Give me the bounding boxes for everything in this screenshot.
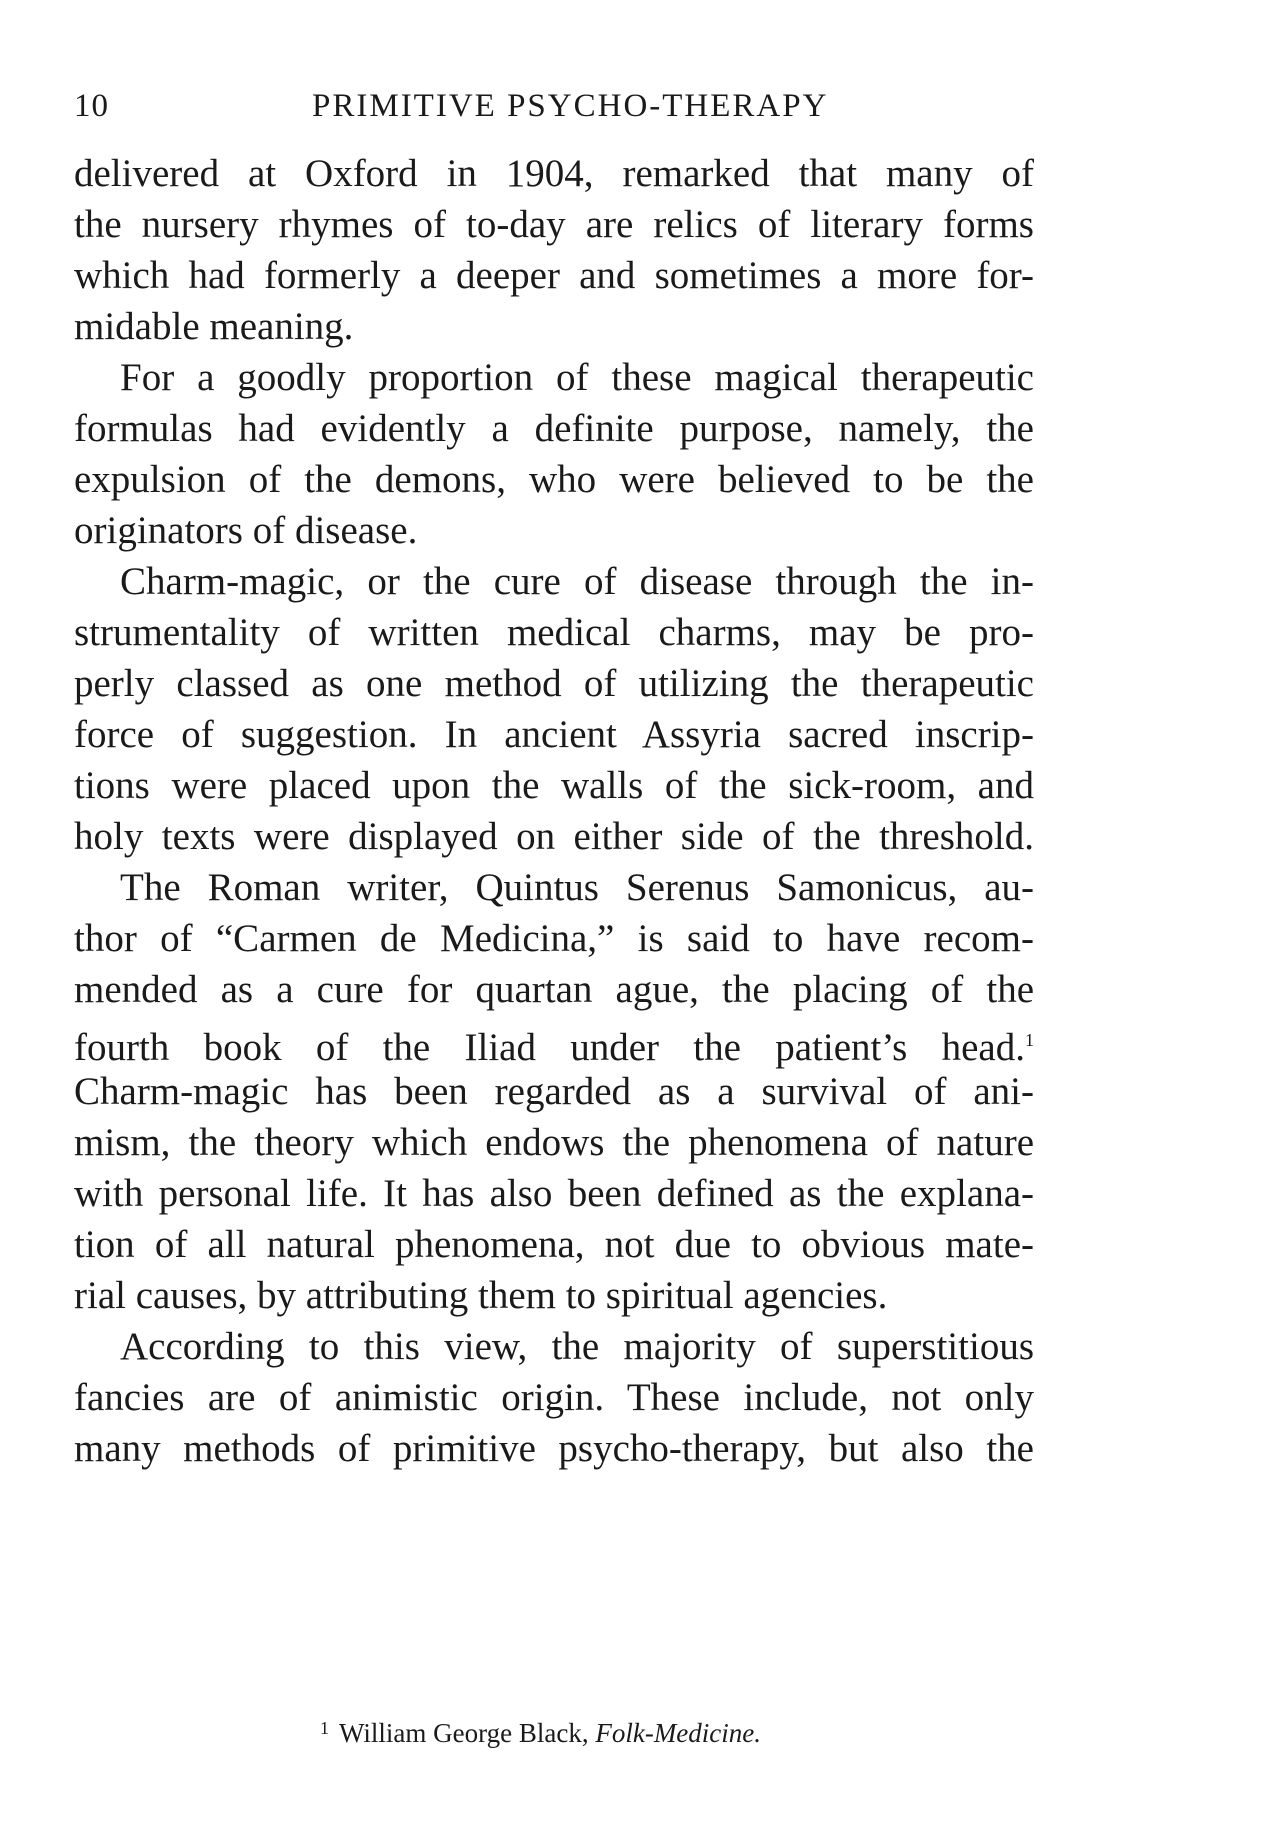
text-line: formulas had evidently a definite purpose, namely, the (74, 407, 1034, 450)
text-line: mism, the theory which endows the phenomena of nature (74, 1121, 1034, 1164)
body-text (74, 148, 1034, 1474)
text-line: mended as a cure for quartan ague, the placing of the (74, 968, 1034, 1011)
text-line: which had formerly a deeper and sometimes a more for- (74, 254, 1034, 297)
text-line: According to this view, the majority of superstitious (120, 1325, 1034, 1368)
text-line: holy texts were displayed on either side of the threshold. (74, 815, 1034, 858)
footnote-marker: 1 (320, 1718, 329, 1738)
text-line: with personal life. It has also been defined as the explana- (74, 1172, 1034, 1215)
footnote-reference: 1 (1025, 1030, 1034, 1050)
page-header (74, 88, 974, 132)
page-number: 10 (74, 88, 109, 124)
running-title: PRIMITIVE PSYCHO-THERAPY (312, 88, 829, 124)
text-line-with-footnote (74, 1015, 1034, 1069)
footnote (320, 1718, 761, 1749)
text-line: tions were placed upon the walls of the sick-room, and (74, 764, 1034, 807)
footnote-author: William George Black, (339, 1718, 589, 1748)
text-line: fancies are of animistic origin. These include, not only (74, 1376, 1034, 1419)
text-line: strumentality of written medical charms, may be pro- (74, 611, 1034, 654)
text-line: rial causes, by attributing them to spiritual agencies. (74, 1274, 888, 1317)
text-line: force of suggestion. In ancient Assyria sacred inscrip- (74, 713, 1034, 756)
text-line: midable meaning. (74, 305, 354, 348)
text-line: tion of all natural phenomena, not due to obvious mate- (74, 1223, 1034, 1266)
text-line: Charm-magic has been regarded as a survival of ani- (74, 1070, 1034, 1113)
text-line: thor of “Carmen de Medicina,” is said to have recom- (74, 917, 1034, 960)
text-line: many methods of primitive psycho-therapy, but also the (74, 1427, 1034, 1470)
text-line: originators of disease. (74, 509, 418, 552)
text-line: The Roman writer, Quintus Serenus Samonicus, au- (120, 866, 1034, 909)
text-line: For a goodly proportion of these magical therapeutic (120, 356, 1034, 399)
text-line: the nursery rhymes of to-day are relics of literary forms (74, 203, 1034, 246)
text-line: Charm-magic, or the cure of disease through the in- (120, 560, 1034, 603)
text-line: expulsion of the demons, who were believed to be the (74, 458, 1034, 501)
text-line: delivered at Oxford in 1904, remarked that many of (74, 152, 1034, 195)
text-line: perly classed as one method of utilizing the therapeutic (74, 662, 1034, 705)
footnote-title: Folk-Medicine. (595, 1718, 762, 1748)
text-line: fourth book of the Iliad under the patient’s head. (74, 1026, 1025, 1069)
